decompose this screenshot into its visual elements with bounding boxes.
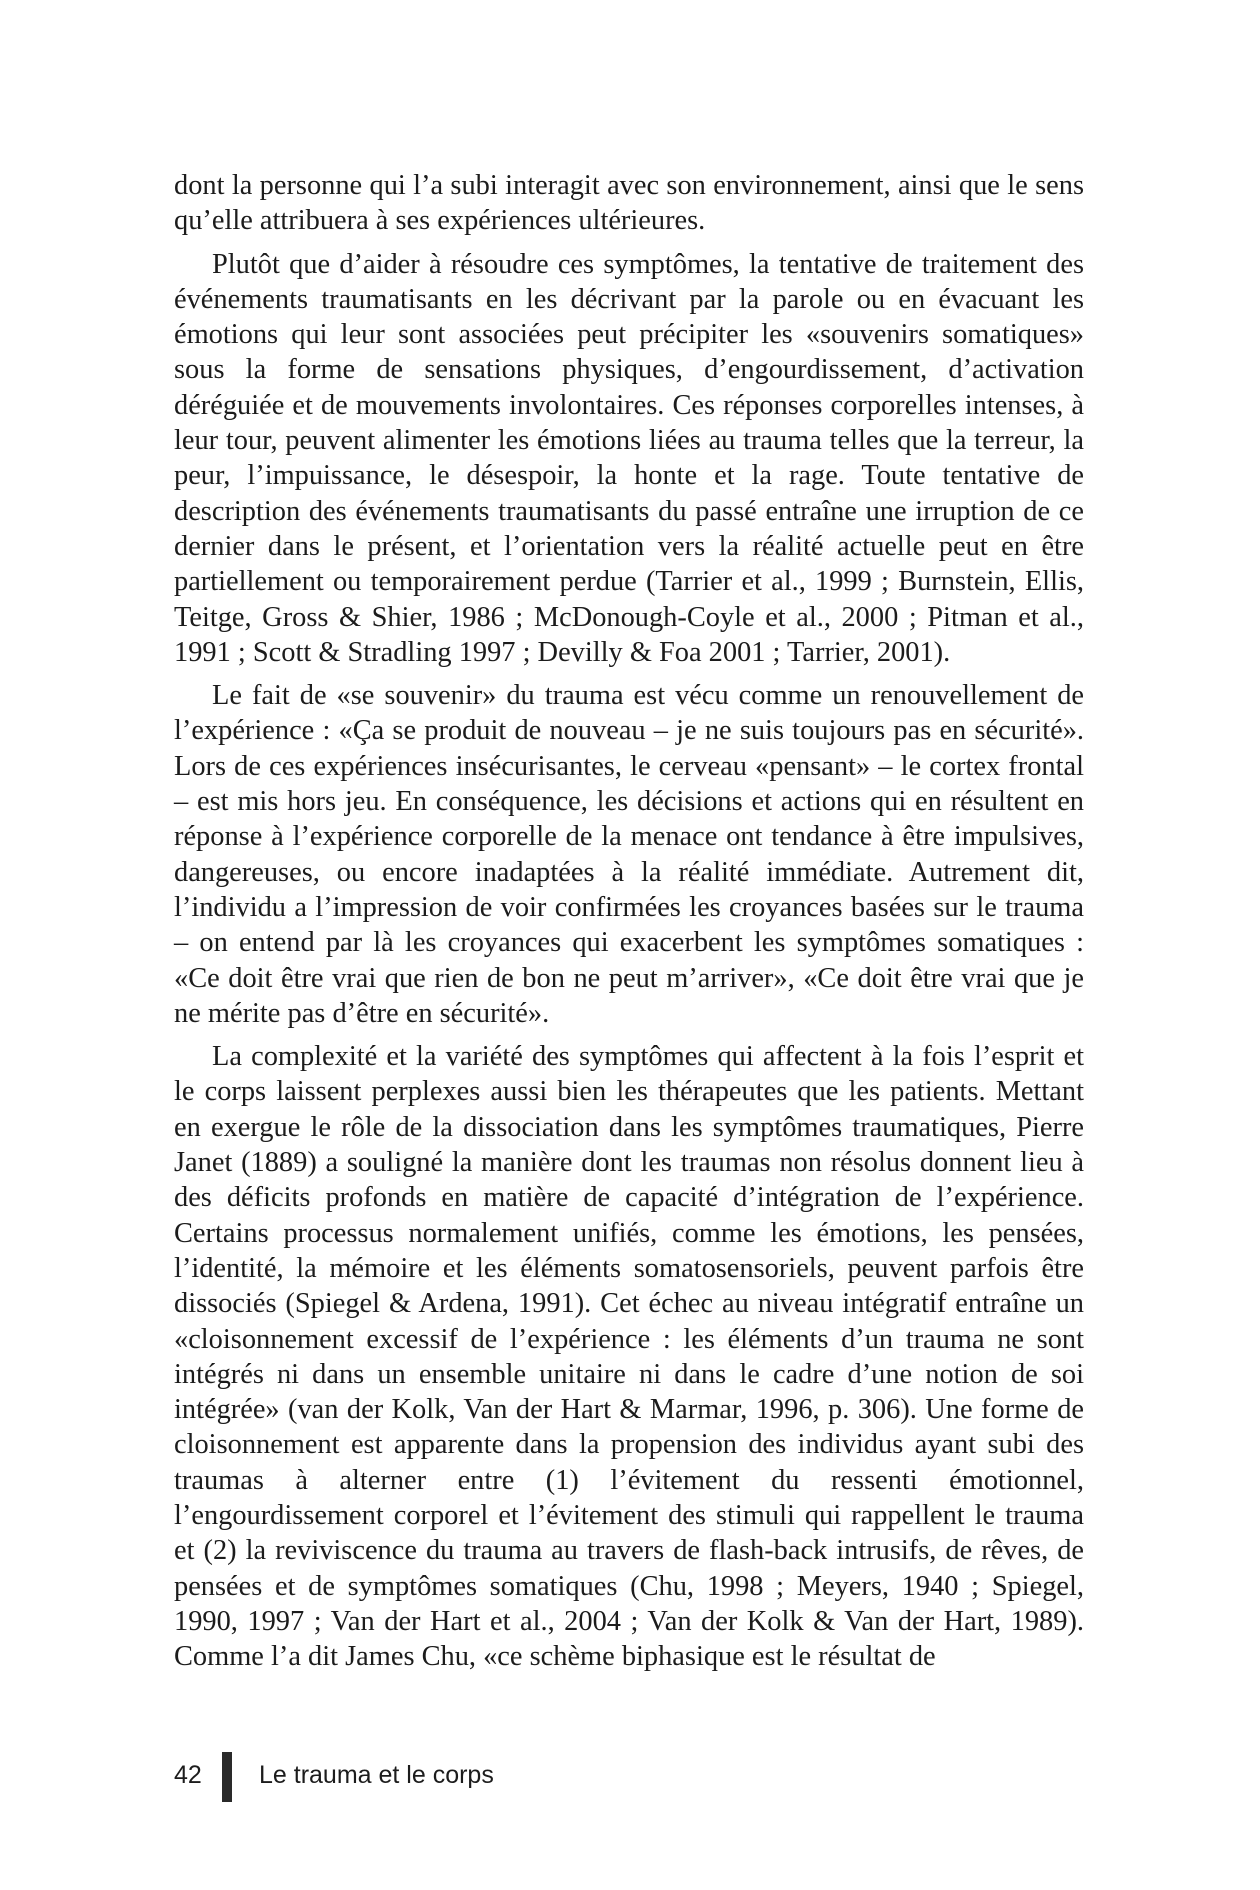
paragraph-dissociation: La complexité et la variété des symptômes qui affectent à la fois l’esprit et le corps laissent perplexes aussi bien les thérapeutes que les patients. Mettant en exergue le rôle de la dissociation dans les symptômes traumatiques, Pierre Janet (1889) a souligné la manière dont les traumas non résolus donnent lieu à des déficits profonds en matière de capacité d’intégration de l’expérience. Certains processus normalement unifiés, comme les émotions, les pensées, l’identité, la mémoire et les éléments somatosensoriels, peuvent parfois être dissociés (Spiegel & Ardena, 1991). Cet échec au niveau intégratif entraîne un «cloisonnement excessif de l’expérience : les éléments d’un trauma ne sont intégrés ni dans un ensemble unitaire ni dans le cadre d’une notion de soi intégrée» (van der Kolk, Van der Hart & Marmar, 1996, p. 306). Une forme de cloisonnement est apparente dans la propension des individus ayant subi des traumas à alterner entre (1) l’évitement du ressenti émotionnel, l’engourdissement corporel et l’évitement des stimuli qui rappellent le trauma et (2) la reviviscence du trauma au travers de flash-back intrusifs, de rêves, de pensées et de symptômes somatiques (Chu, 1998 ; Meyers, 1940 ; Spiegel, 1990, 1997 ; Van der Hart et al., 2004 ; Van der Kolk & Van der Hart, 1989). Comme l’a dit James Chu, «ce schème biphasique est le résultat de xyxy=(174,1041,1084,1673)
page-number: 42 xyxy=(174,1761,202,1789)
body-text xyxy=(174,168,1084,1674)
paragraph-somatic-memories: Plutôt que d’aider à résoudre ces symptômes, la tentative de traitement des événements traumatisants en les décrivant par la parole ou en évacuant les émotions qui leur sont associées peut précipiter les «souvenirs somatiques» sous la forme de sensations physiques, d’engourdissement, d’activation déréguiée et de mouvements involontaires. Ces réponses corporelles intenses, à leur tour, peuvent alimenter les émotions liées au trauma telles que la terreur, la peur, l’impuissance, le désespoir, la honte et la rage. Toute tentative de description des événements traumatisants du passé entraîne une irruption de ce dernier dans le présent, et l’orientation vers la réalité actuelle peut en être partiellement ou temporairement perdue (Tarrier et al., 1999 ; Burnstein, Ellis, Teitge, Gross & Shier, 1986 ; McDonough-Coyle et al., 2000 ; Pitman et al., 1991 ; Scott & Stradling 1997 ; Devilly & Foa 2001 ; Tarrier, 2001). xyxy=(174,248,1084,668)
page-footer xyxy=(174,1752,774,1802)
running-title: Le trauma et le corps xyxy=(259,1761,494,1789)
paragraph-continued: dont la personne qui l’a subi interagit avec son environnement, ainsi que le sens qu’elle attribuera à ses expériences ultérieures. xyxy=(174,170,1084,237)
paragraph-remembering-trauma: Le fait de «se souvenir» du trauma est vécu comme un renouvellement de l’expérience : «Ça se produit de nouveau – je ne suis toujours pas en sécurité». Lors de ces expériences insécurisantes, le cerveau «pensant» – le cortex frontal – est mis hors jeu. En conséquence, les décisions et actions qui en résultent en réponse à l’expérience corporelle de la menace ont tendance à être impulsives, dangereuses, ou encore inadaptées à la réalité immédiate. Autrement dit, l’individu a l’impression de voir confirmées les croyances basées sur le trauma – on entend par là les croyances qui exacerbent les symptômes somatiques : «Ce doit être vrai que rien de bon ne peut m’arriver», «Ce doit être vrai que je ne mérite pas d’être en sécurité». xyxy=(174,680,1084,1029)
folio-divider-bar xyxy=(222,1752,232,1802)
